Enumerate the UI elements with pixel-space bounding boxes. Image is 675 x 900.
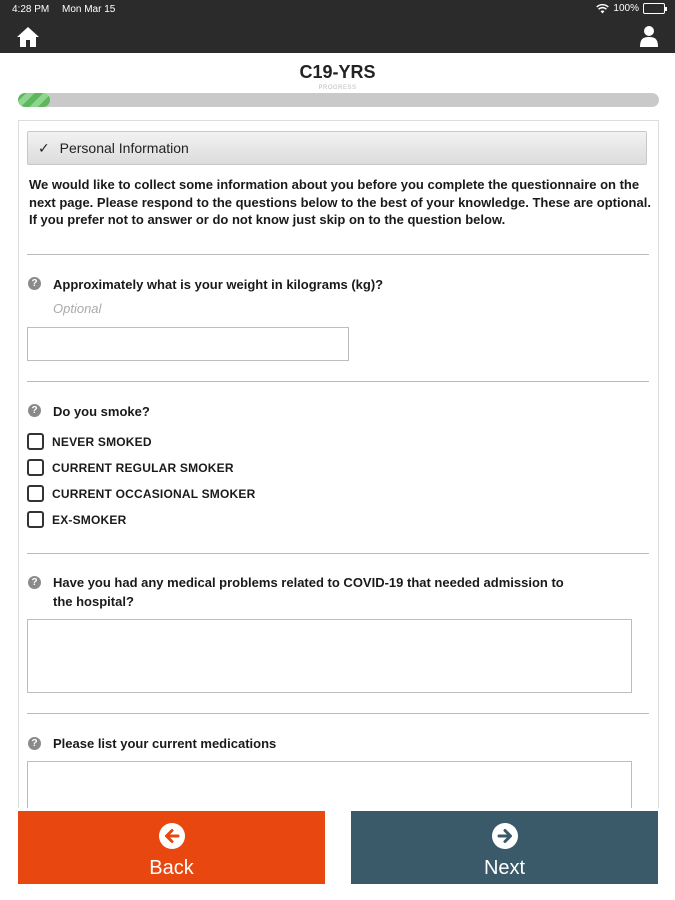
option-label: CURRENT OCCASIONAL SMOKER — [52, 486, 256, 501]
battery-icon — [643, 3, 665, 14]
option-label: CURRENT REGULAR SMOKER — [52, 460, 234, 475]
divider — [27, 254, 649, 255]
option-current-occasional-smoker[interactable] — [27, 485, 255, 502]
question-medications: Please list your current medications — [53, 736, 277, 751]
weight-hint: Optional — [53, 301, 102, 316]
status-bar — [0, 0, 675, 20]
section-header[interactable] — [27, 131, 647, 165]
wifi-icon — [596, 4, 609, 14]
nav-bar — [0, 20, 675, 53]
divider — [27, 553, 649, 554]
option-label: EX-SMOKER — [52, 512, 127, 527]
back-button[interactable] — [18, 811, 325, 884]
next-button[interactable] — [351, 811, 658, 884]
back-label: Back — [149, 857, 194, 879]
help-icon[interactable]: ? — [28, 576, 41, 589]
help-icon[interactable]: ? — [28, 404, 41, 417]
checkbox[interactable] — [27, 511, 44, 528]
page-title: C19-YRS — [299, 62, 376, 82]
option-never-smoked[interactable] — [27, 433, 152, 450]
user-icon[interactable] — [639, 25, 659, 47]
question-smoke: Do you smoke? — [53, 404, 150, 419]
question-weight: Approximately what is your weight in kilograms (kg)? — [53, 277, 384, 292]
medical-problems-textarea[interactable] — [27, 619, 632, 693]
checkbox[interactable] — [27, 485, 44, 502]
checkmark-icon: ✓ — [38, 140, 50, 156]
section-title: Personal Information — [59, 140, 189, 156]
option-ex-smoker[interactable] — [27, 511, 126, 528]
divider — [27, 713, 649, 714]
status-date: Mon Mar 15 — [62, 4, 116, 15]
option-current-regular-smoker[interactable] — [27, 459, 234, 476]
divider — [27, 381, 649, 382]
question-medical: Have you had any medical problems related to COVID-19 that needed admission to the hospital? — [53, 575, 564, 609]
help-icon[interactable]: ? — [28, 737, 41, 750]
progress-bar — [18, 93, 659, 107]
form-area — [18, 120, 659, 808]
status-time: 4:28 PM — [12, 4, 50, 15]
intro-text: We would like to collect some information about you before you complete the questionnaire on the next page. Please respond to the questions below to the best of your knowledge. These are optional. If you prefer not to answer or do not know just skip on to the question below. — [29, 177, 651, 227]
checkbox[interactable] — [27, 459, 44, 476]
status-right — [596, 3, 665, 14]
help-icon[interactable]: ? — [28, 277, 41, 290]
progress-caption: PROGRESS — [318, 85, 357, 91]
weight-input[interactable] — [27, 327, 349, 361]
option-label: NEVER SMOKED — [52, 434, 152, 449]
progress-fill — [18, 93, 50, 107]
next-label: Next — [483, 857, 526, 879]
home-icon[interactable] — [16, 26, 40, 48]
battery-percent: 100% — [613, 3, 639, 14]
arrow-right-circle-icon — [491, 822, 519, 850]
checkbox[interactable] — [27, 433, 44, 450]
medications-textarea[interactable] — [27, 761, 632, 808]
arrow-left-circle-icon — [158, 822, 186, 850]
